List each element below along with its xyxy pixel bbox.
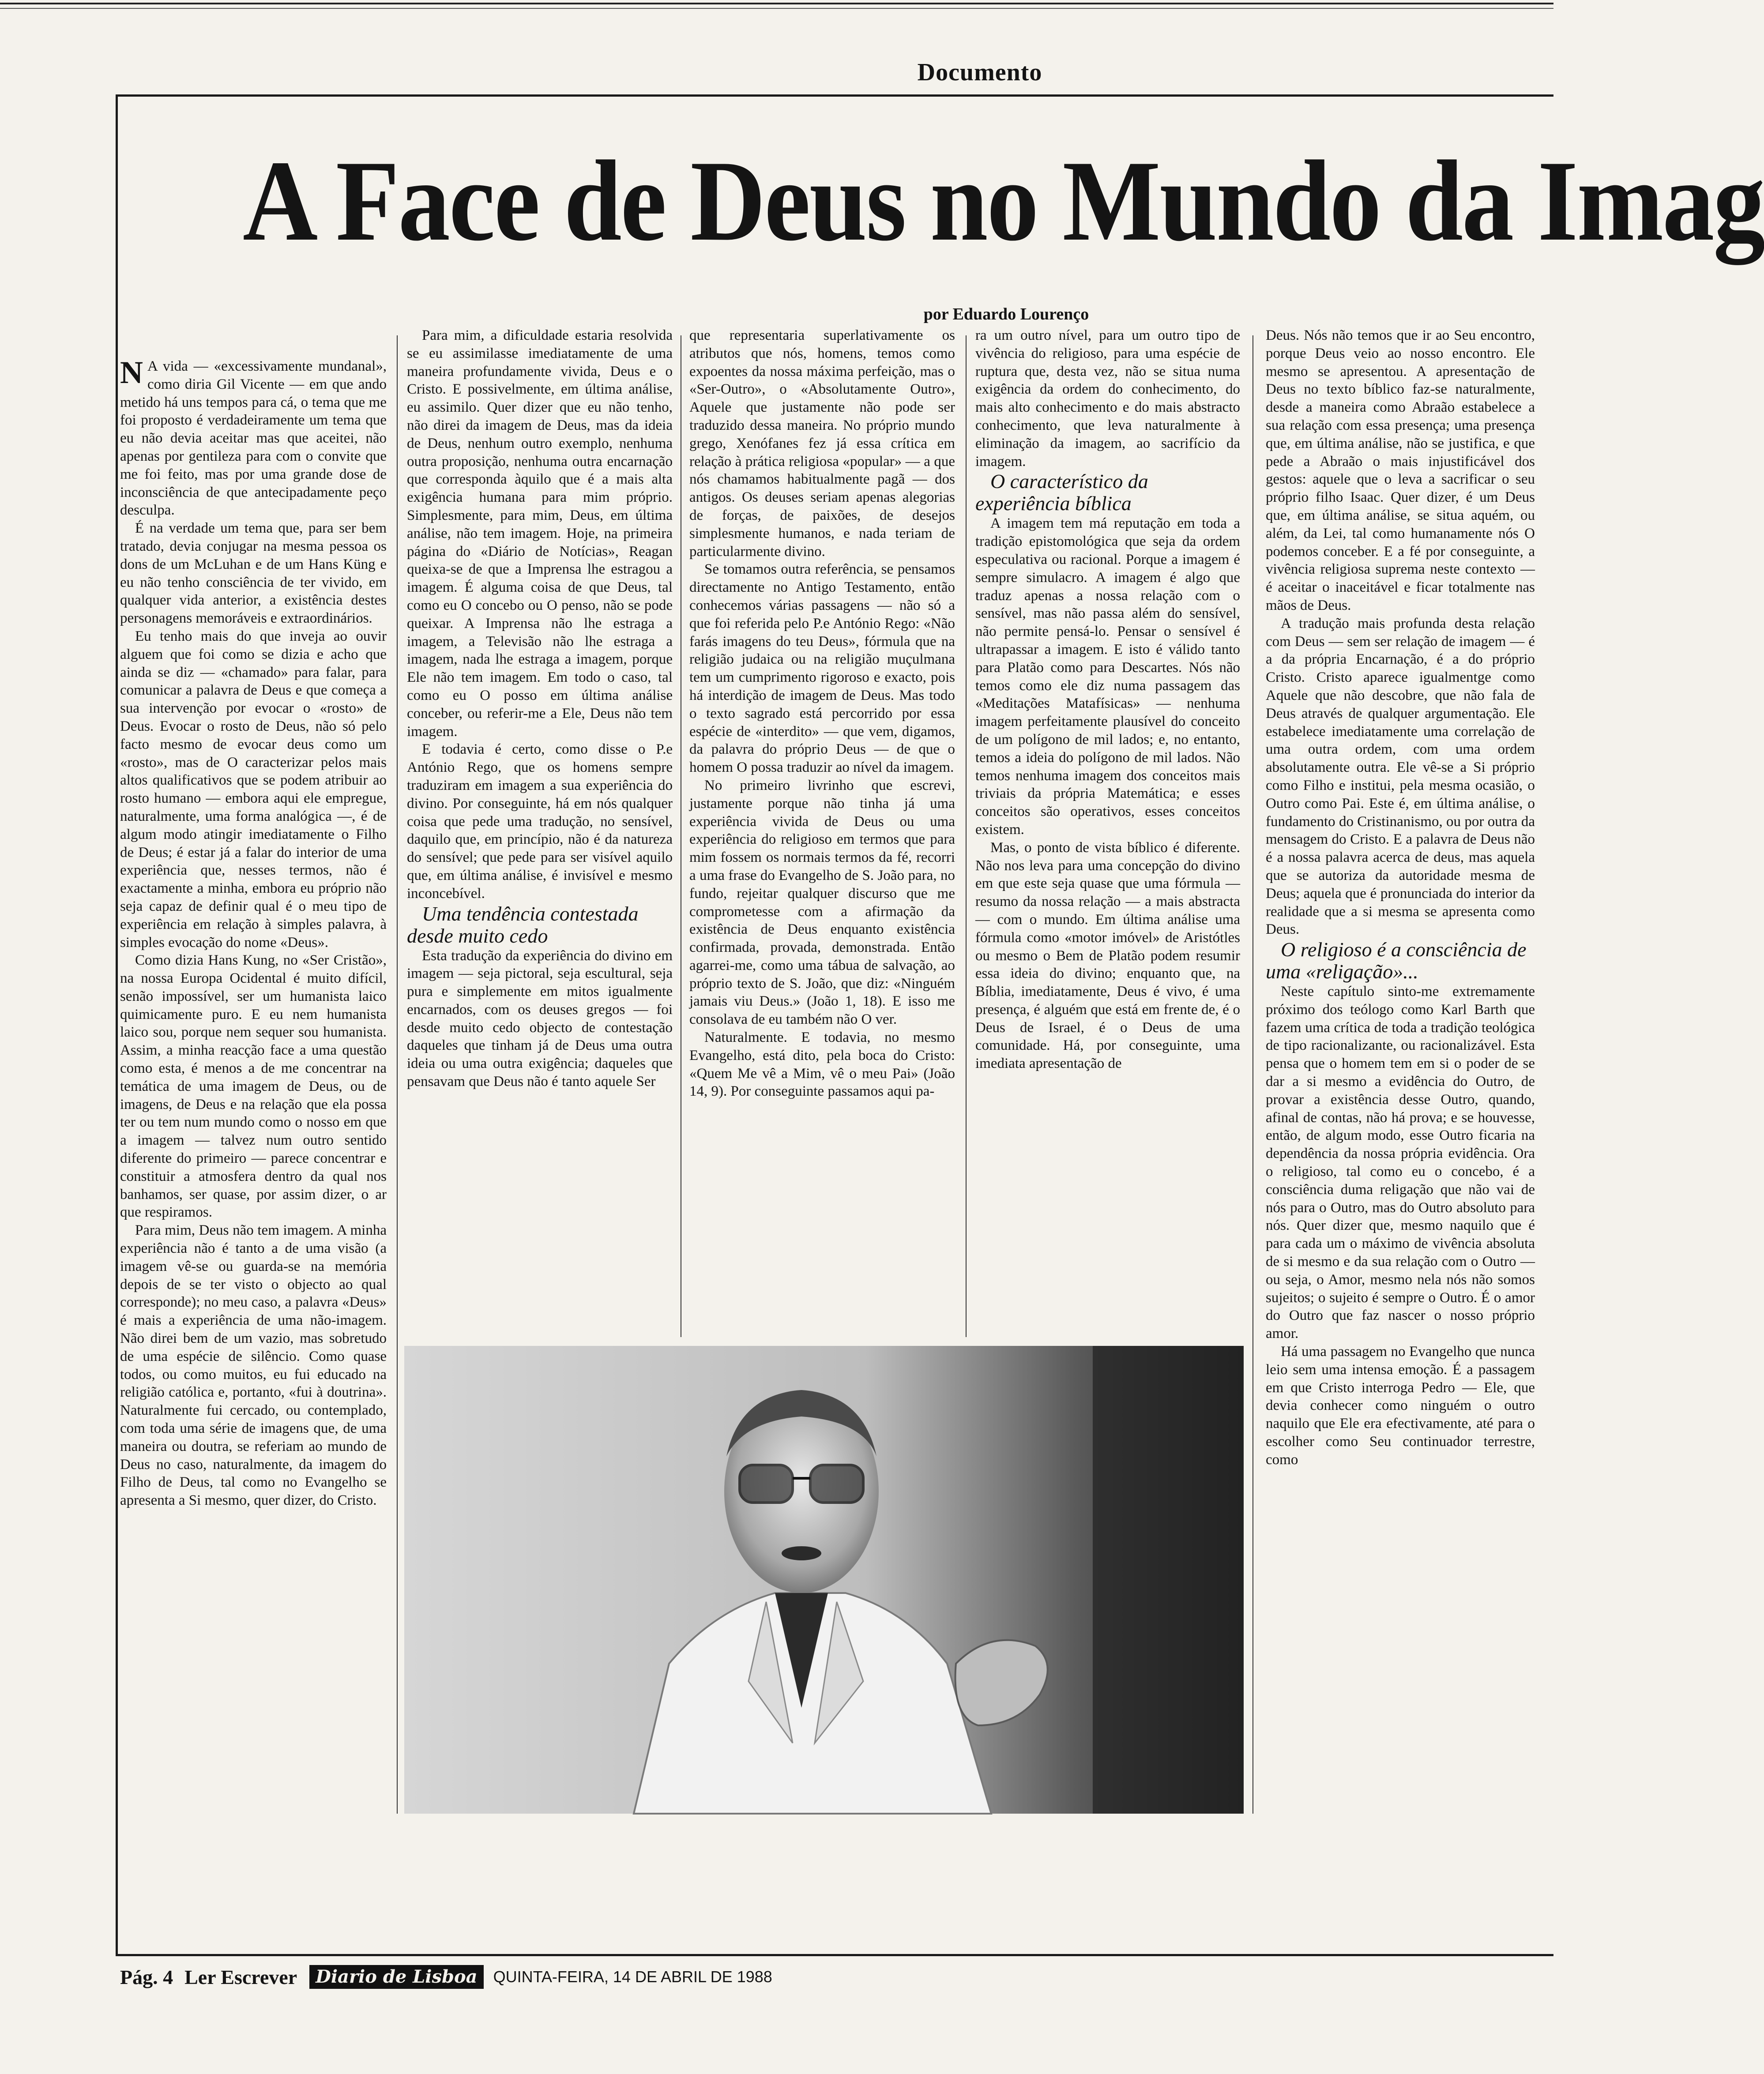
- paragraph: Para mim, Deus não tem imagem. A minha experiência não é tanto a de uma visão (a imagem vê-se ou guarda-se na memória depois de se ter visto o objecto ao qual corresponde); no meu caso, a palavra «Deus» é mais a experiência de uma não-imagem. Não direi bem de um vazio, mas sobretudo de uma espécie de silêncio. Como quase todos, ou como muitos, eu fui educado na religião católica e, portanto, «fui à doutrina». Naturalmente fui cercado, ou contemplado, com toda uma série de imagens que, de uma maneira ou doutra, se referiam ao mundo de Deus no caso, naturalmente, da imagem do Filho de Deus, tal como no Evangelho se apresenta a Si mesmo, quer dizer, do Cristo.: [120, 1222, 387, 1509]
- paragraph: ra um outro nível, para um outro tipo de vivência do religioso, para uma espécie de ruptura que, desta vez, não se situa numa exigência da ordem do conhecimento, do mais alto conhecimento e do mais abstracto conhecimento, que leva naturalmente à eliminação da imagem, ao sacrifício da imagem.: [975, 327, 1240, 470]
- paragraph: Neste capítulo sinto-me extremamente próximo dos teólogo como Karl Barth que fazem uma crítica de toda a tradição teológica de tipo racionalizante, ou racionalizável. Esta pensa que o homem tem em si o poder de se dar a si mesmo a evidência do Outro, de provar a existência desse Outro, quando, afinal de contas, não há prova; e se houvesse, então, de algum modo, esse Outro ficaria na dependência da nossa própria evidência. Ora o religioso, tal como eu o concebo, é a consciência duma religação que não vai de nós para o Outro, mas do Outro absoluto para nós. Quer dizer que, mesmo naquilo que é para cada um o máximo de vivência absoluta de si mesmo e da sua relação com o Outro — ou seja, o Amor, mesmo nela nós não somos sujeitos; o sujeito é sempre o Outro. É o amor do Outro que faz nascer o nosso próprio amor.: [1266, 984, 1535, 1342]
- subheading: O característico da experiência bíblica: [975, 470, 1148, 515]
- page-number: Pág. 4: [120, 1965, 173, 1988]
- article-column-2: [407, 327, 673, 1112]
- paragraph: Deus. Nós não temos que ir ao Seu encontro, porque Deus veio ao nosso encontro. Ele mesmo se apresentou. A apresentação de Deus no texto bíblico faz-se naturalmente, desde a maneira como Abraão estabelece a sua relação com essa presença; uma presença que, em última análise, não se justifica, e que pede a Abraão o mais injustificável dos gestos: aquele que o leva a sacrificar o seu próprio filho Isaac. Quer dizer, é um Deus que, em última análise, se situa aquém, ou além, da Lei, tal como humanamente nós O podemos conceber. E a fé por conseguinte, a vivência religiosa suprema neste contexto — é aceitar o inaceitável e ficar totalmente nas mãos de Deus.: [1266, 327, 1535, 613]
- author-photo: [404, 1346, 1244, 1814]
- paragraph: A tradução mais profunda desta relação com Deus — sem ser relação de imagem — é a da própria Encarnação, é a do próprio Cristo. Cristo aparece igualmentge como Aquele que não descobre, que não fala de Deus através de qualquer argumentação. Ele estabelece imediatamente uma correlação de uma outra ordem, com uma ordem absolutamente outra. Ele vê-se a Si próprio como Filho e institui, pela mesma ocasião, o Outro como Pai. Este é, em última análise, o fundamento do Cristinanismo, ou por outra da mensagem do Cristo. E a palavra de Deus não é a nossa palavra acerca de deus, mas aquela que se autoriza da autoridade mesma de Deus; aquela que é pronunciada do interior da realidade que a si mesma se apresenta como Deus.: [1266, 615, 1535, 938]
- headline: A Face de Deus no Mundo da Imag: [243, 137, 1764, 265]
- frame-left-border: [116, 94, 118, 1956]
- byline: por Eduardo Lourenço: [923, 305, 1089, 323]
- paragraph: A imagem tem má reputação em toda a tradição epistomológica que seja da ordem especulativa ou racional. Porque a imagem é sempre simulacro. A imagem é algo que traduz apenas a nossa relação com o sensível, mas não passa além do sensível, não permite pensá-lo. Pensar o sensível é ultrapassar a imagem. E isto é válido tanto para Platão como para Descartes. Nós não temos como ele diz numa passagem das «Meditações Matafísicas» — nenhuma imagem perfeitamente plausível do conceito de um polígono de mil lados; e, no entanto, temos a ideia do polígono de mil lados. Não temos nenhuma imagem dos conceitos mais triviais da própria Matemática; e esses conceitos são operativos, esses conceitos existem.: [975, 515, 1240, 838]
- supplement-name: Ler Escrever: [184, 1965, 297, 1988]
- column-divider: [1252, 335, 1253, 1814]
- paragraph: [120, 357, 387, 519]
- top-rule: [0, 3, 1553, 4]
- paragraph: Se tomamos outra referência, se pensamos directamente no Antigo Testamento, então conhecemos várias passagens — não só a que foi referida pelo P.e António Rego: «Não farás imagens do teu Deus», fórmula que na religião judaica ou na religião muçulmana tem um cumprimento rigoroso e exacto, pois há interdição de imagem de Deus. Mas todo o texto sagrado está percorrido por essa espécie de «interdito» — que vem, digamos, da palavra do próprio Deus — de que o homem O possa traduzir ao nível da imagem.: [689, 561, 955, 776]
- page-footer: [120, 1959, 772, 1995]
- top-rule-thin: [0, 8, 1553, 9]
- issue-date: QUINTA-FEIRA, 14 DE ABRIL DE 1988: [493, 1968, 772, 1986]
- paragraph: Como dizia Hans Kung, no «Ser Cristão», na nossa Europa Ocidental é muito difícil, senão impossível, ser um humanista laico quimicamente puro. E eu nem humanista laico sou, porque nem sequer sou humanista. Assim, a minha reacção face a uma questão como esta, é menos a de me concentrar na temática de uma imagem de Deus, ou de imagens, de Deus e na relação que ela possa ter ou tem num mundo como o nosso em que a imagem — talvez num outro sentido diferente do primeiro — parece concentrar e constituir a atmosfera dentro da qual nos banhamos, ser quase, por assim dizer, o ar que respiramos.: [120, 952, 387, 1221]
- section-label: Documento: [917, 59, 1042, 86]
- paragraph: Esta tradução da experiência do divino em imagem — seja pictoral, seja escultural, seja pura e simplemente em mitos igualmente encarnados, com os deuses gregos — foi desde muito cedo objecto de contestação daqueles que tinham já de Deus uma outra ideia ou uma outra exigência; daqueles que pensavam que Deus não é tanto aquele Ser: [407, 947, 673, 1090]
- paragraph: Mas, o ponto de vista bíblico é diferente. Não nos leva para uma concepção do divino em que este seja quase que uma fórmula — resumo da nossa relação — a mais abstracta — com o mundo. Em última análise uma fórmula como «motor imóvel» de Aristótles ou mesmo o Bem de Platão podem resumir essa ideia do divino; enquanto que, na Bíblia, imediatamente, Deus é vivo, é uma presença, é alguém que está em frente de, é o Deus de Israel, é o Deus de uma comunidade. Há, por conseguinte, uma imediata apresentação de: [975, 839, 1240, 1072]
- paragraph: Naturalmente. E todavia, no mesmo Evangelho, está dito, pela boca do Cristo: «Quem Me vê a Mim, vê o meu Pai» (João 14, 9). Por conseguinte passamos aqui pa-: [689, 1029, 955, 1100]
- paragraph: E todavia é certo, como disse o P.e António Rego, que os homens sempre traduziram em imagem a sua experiência do divino. Por conseguinte, há em nós qualquer coisa que pede uma tradução, no sensível, daquilo que, em princípio, não é da natureza do sensível; que pede para ser visível aquilo que, em última análise, é invisível e mesmo inconcebível.: [407, 741, 673, 902]
- paragraph: É na verdade um tema que, para ser bem tratado, devia conjugar na mesma pessoa os dons de um McLuhan e de um Hans Küng e eu não tenho consciência de ter vivido, em qualquer vida anterior, a existência destes personagens memoráveis e extraordinários.: [120, 520, 387, 627]
- paragraph: que representaria superlativamente os atributos que nós, homens, temos como expoentes da nossa máxima perfeição, mas o «Ser-Outro», o «Absolutamente Outro», Aquele que justamente não pode ser traduzido dessa maneira. No próprio mundo grego, Xenófanes fez já essa crítica em relação à prática religiosa «popular» — a que nós chamamos habitualmente pagã — dos antigos. Os deuses seriam apenas alegorias de forças, de paixões, de desejos simplesmente humanos, e nada teriam de particularmente divino.: [689, 327, 955, 560]
- article-column-1: [120, 357, 387, 1849]
- column-divider: [966, 335, 967, 1337]
- subheading: O religioso é a consciência de uma «religação»...: [1266, 938, 1527, 983]
- article-column-4: [975, 327, 1240, 1337]
- paragraph-text: A vida — «excessivamente mundanal», como diria Gil Vicente — em que ando metido há uns tempos para cá, o tema que me foi proposto é verdadeiramente um tema que eu não devia aceitar mas que aceitei, não apenas por gentileza para com o convite que me foi feito, mas por uma grande dose de inconsciência de que antecipadamente peço desculpa.: [120, 358, 387, 518]
- photo-illustration: [404, 1346, 1244, 1814]
- drop-cap: N: [120, 355, 143, 390]
- subheading: Uma tendência contestada desde muito cedo: [407, 902, 639, 947]
- paragraph: Eu tenho mais do que inveja ao ouvir alguem que foi como se dizia e acho que ainda se diz — «chamado» para falar, para comunicar a palavra de Deus e que começa a sua intervenção por evocar o «rosto» de Deus. Evocar o rosto de Deus, não só pelo facto mesmo de evocar deus como um «rosto», mas de O caracterizar pelos mais altos qualificativos que se podem atribuir ao rosto humano — embora aqui ele empregue, naturalmente, uma forma analógica —, é de algum modo atingir imediatamente o Filho de Deus; é estar já a falar do interior de uma experiência que, nesses termos, não é exactamente a minha, embora eu próprio não seja capaz de definir qual é o meu tipo de experiência em relação à simples palavra, à simples evocação do nome «Deus».: [120, 628, 387, 951]
- paragraph: No primeiro livrinho que escrevi, justamente porque não tinha já uma experiência vivida de Deus ou uma experiência do religioso em termos que para mim fossem os normais termos da fé, recorri a uma frase do Evangelho de S. João para, no fundo, rejeitar qualquer discurso que me comprometesse com a afirmação da existência de Deus enquanto existência confirmada, provada, demonstrada. Então agarrei-me, como uma tábua de salvação, ao próprio texto de S. João, que diz: «Ninguém jamais viu Deus.» (João 1, 18). E isso me consolava de eu também não O ver.: [689, 777, 955, 1028]
- paragraph: Há uma passagem no Evangelho que nunca leio sem uma intensa emoção. É a passagem em que Cristo interroga Pedro — Ele, que devia conhecer como ninguém o outro naquilo que Ele era efectivamente, até para o escolher como Seu continuador terrestre, como: [1266, 1344, 1535, 1468]
- column-divider: [397, 335, 398, 1814]
- paragraph: Para mim, a dificuldade estaria resolvida se eu assimilasse imediatamente de uma maneira profundamente vivida, Deus e o Cristo. E possivelmente, em última análise, eu assimilo. Quer dizer que eu não tenho, não direi da imagem de Deus, mas da ideia de Deus, nenhum outro exemplo, nenhuma outra proposição, nenhuma outra encarnação que corresponda àquilo que é a mais alta exigência humana para mim próprio. Simplesmente, para mim, Deus, em última análise, não tem imagem. Hoje, na primeira página do «Diário de Notícias», Reagan queixa-se de que a Imprensa lhe estragou a imagem. É alguma coisa de que Deus, tal como eu O concebo ou O penso, não se pode queixar. A Imprensa não lhe estraga a imagem, a Televisão não lhe estraga a imagem, nada lhe estraga a imagem, porque Ele não tem imagem. Em todo o caso, tal como eu O posso em última análise conceber, ou referir-me a Ele, Deus não tem imagem.: [407, 327, 673, 740]
- frame-bottom-border: [116, 1954, 1553, 1956]
- article-column-3: [689, 327, 955, 1337]
- frame-top-border: [116, 94, 1553, 97]
- article-column-5: [1266, 327, 1535, 1849]
- newspaper-masthead: Diario de Lisboa: [309, 1965, 483, 1989]
